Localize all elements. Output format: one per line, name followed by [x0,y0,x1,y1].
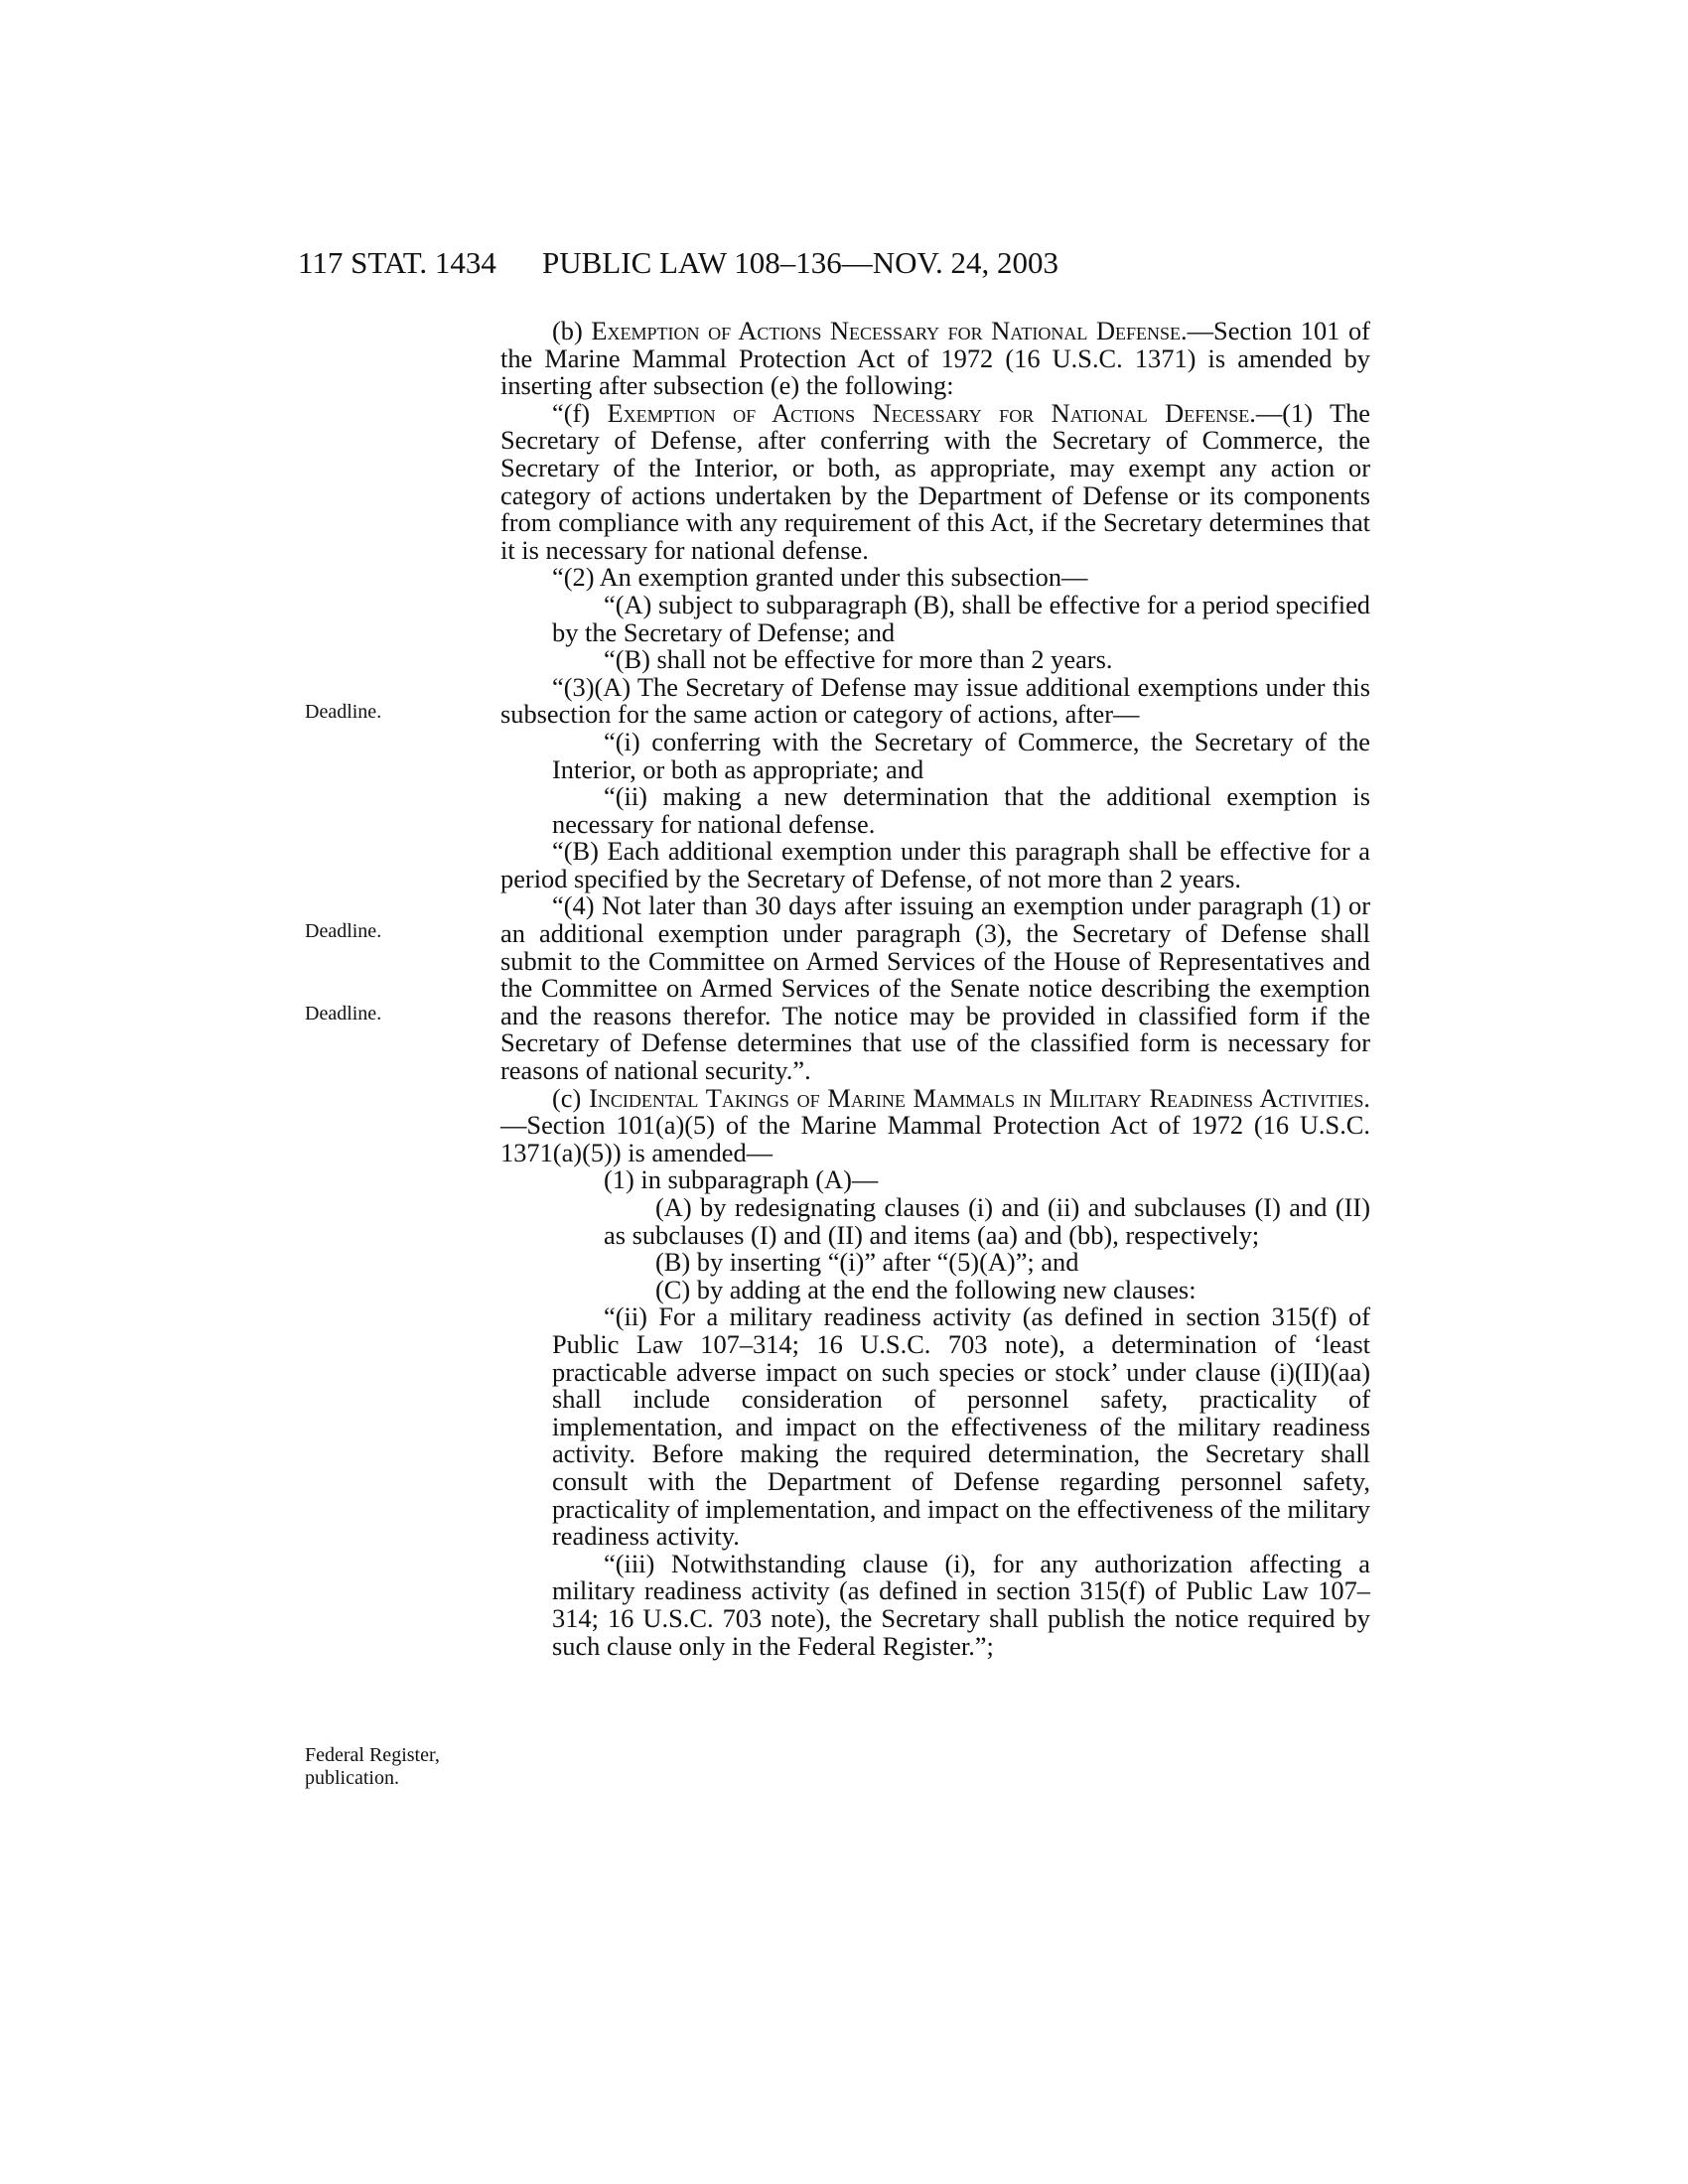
document-body [500,318,1370,1660]
paragraph-c1: (1) in subparagraph (A)— [604,1164,879,1195]
subsection-b: (b) Exemption of Actions Necessary for National Defense.—Section 101 of the Marine Mammal Protection Act of 1972 (16 U.S.C. 1371) is amended by inserting after subsection (e) the following: [500,316,1370,401]
margin-note-federal-register [305,1744,493,1790]
margin-note-deadline: Deadline. [305,701,382,723]
paragraph-2: “(2) An exemption granted under this subsection— [552,562,1088,593]
subsection-heading: Incidental Takings of Marine Mammals in Military Readiness Activities. [589,1082,1371,1113]
running-title: PUBLIC LAW 108–136—NOV. 24, 2003 [542,245,1058,280]
subsection-f: “(f) Exemption of Actions Necessary for National Defense.—(1) The Secretary of Defense, after conferring with the Secretary of Commerce, the Secretary of the Interior, or both, as appropriate, may exempt any action or category of actions undertaken by the Department of Defense or its components from compliance with any requirement of this Act, if the Secretary determines that it is necessary for national defense. [500,397,1370,565]
paragraph-2b: “(B) shall not be effective for more than 2 years. [604,644,1113,675]
paragraph-3a-ii: “(ii) making a new determination that the additional exemption is necessary for national defense. [552,781,1370,839]
paragraph-c1b: (B) by inserting “(i)” after “(5)(A)”; and [655,1247,1079,1278]
paragraph-2a: “(A) subject to subparagraph (B), shall be effective for a period specified by the Secretary of Defense; and [552,589,1370,647]
page-header [298,245,1370,285]
paragraph-3b: “(B) Each additional exemption under this paragraph shall be effective for a period specified by the Secretary of Defense, of not more than 2 years. [500,836,1370,893]
statute-page-number: 117 STAT. 1434 [298,245,496,280]
paragraph-c1a: (A) by redesignating clauses (i) and (ii) and subclauses (I) and (II) as subclauses (I) and (II) and items (aa) and (bb), respectively; [604,1192,1370,1250]
paragraph-4: “(4) Not later than 30 days after issuing an exemption under paragraph (1) or an additional exemption under paragraph (3), the Secretary of Defense shall submit to the Committee on Armed Services of the House of Representatives and the Committee on Armed Services of the Senate notice describing the exemption and the reasons therefor. The notice may be provided in classified form if the Secretary of Defense determines that use of the classified form is necessary for reasons of national security.”. [500,890,1370,1086]
margin-note-deadline: Deadline. [305,1003,382,1024]
subsection-heading: Exemption of Actions Necessary for National Defense. [607,397,1256,428]
paragraph-c1c: (C) by adding at the end the following new clauses: [655,1274,1196,1304]
margin-note-line: publication. [305,1767,399,1789]
margin-note-deadline: Deadline. [305,920,382,942]
clause-iii: “(iii) Notwithstanding clause (i), for any authorization affecting a military readiness activity (as defined in section 315(f) of Public Law 107–314; 16 U.S.C. 703 note), the Secretary shall publish the notice required by such clause only in the Federal Register.”; [552,1548,1370,1661]
clause-ii: “(ii) For a military readiness activity (as defined in section 315(f) of Public Law 107–314; 16 U.S.C. 703 note), a determination of ‘least practicable adverse impact on such species or stock’ under clause (i)(II)(aa) shall include consideration of personnel safety, practicality of implementation, and impact on the effectiveness of the military readiness activity. Before making the required determination, the Secretary shall consult with the Department of Defense regarding personnel safety, practicality of implementation, and impact on the effectiveness of the military readiness activity. [552,1301,1370,1552]
paragraph-3a-i: “(i) conferring with the Secretary of Commerce, the Secretary of the Interior, or both as appropriate; and [552,726,1370,784]
subsection-c: (c) Incidental Takings of Marine Mammals in Military Readiness Activities.—Section 101(a)(5) of the Marine Mammal Protection Act of 1972 (16 U.S.C. 1371(a)(5)) is amended— [500,1082,1371,1167]
margin-note-line: Federal Register, [305,1744,440,1766]
paragraph-3a: “(3)(A) The Secretary of Defense may issue additional exemptions under this subsection for the same action or category of actions, after— [500,671,1370,730]
subsection-heading: Exemption of Actions Necessary for National Defense. [591,316,1188,345]
